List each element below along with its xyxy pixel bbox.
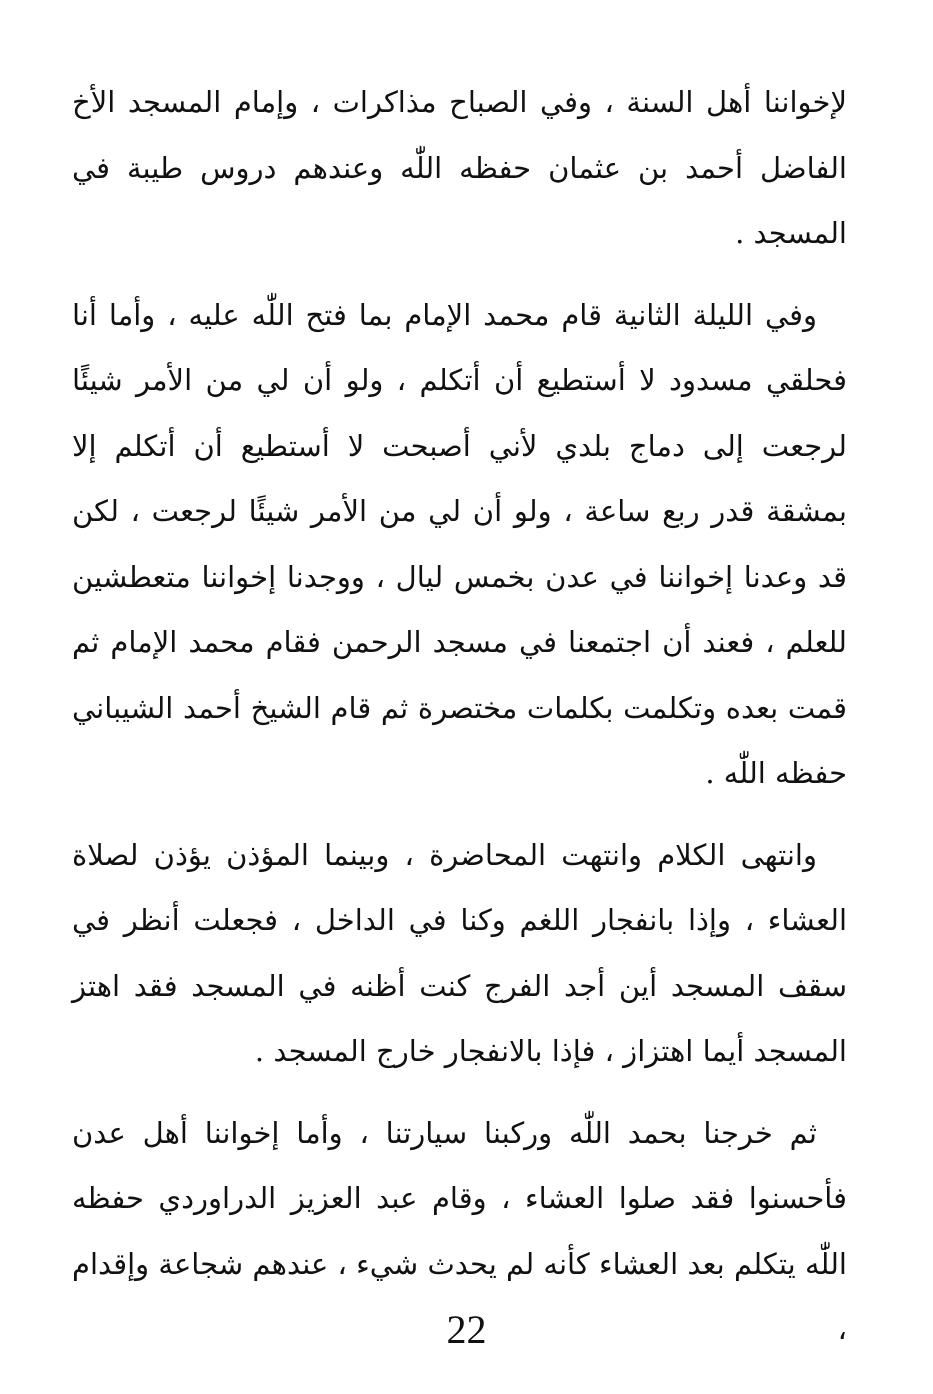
paragraph-2-text: وفي الليلة الثانية قام محمد الإمام بما فتح اللّٰه عليه ، وأما أنا فحلقي مسدود لا أستطيع أن أتكلم ، ولو أن لي من الأمر شيئًا لرجعت إلى دماج بلدي لأني أصبحت لا أستطيع أن أتكلم إلا بمشقة قدر ربع ساعة ، ولو أن لي من الأمر شيئًا لرجعت ، لكن قد وعدنا إخواننا في عدن بخمس ليال ، ووجدنا إخواننا متعطشين للعلم ، فعند أن اجتمعنا في مسجد الرحمن فقام محمد الإمام ثم قمت بعده وتكلمت بكلمات مختصرة ثم قام الشيخ أحمد الشيباني حفظه اللّٰه . bbox=[72, 297, 847, 790]
paragraph-2 bbox=[72, 283, 847, 807]
paragraph-1-text: لإخواننا أهل السنة ، وفي الصباح مذاكرات ، وإمام المسجد الأخ الفاضل أحمد بن عثمان حفظه اللّٰه وعندهم دروس طيبة في المسجد . bbox=[72, 85, 847, 250]
paragraph-4-text: ثم خرجنا بحمد اللّٰه وركبنا سيارتنا ، وأما إخواننا أهل عدن فأحسنوا فقد صلوا العشاء ، وقام عبد العزيز الدراوردي حفظه اللّٰه يتكلم بعد العشاء كأنه لم يحدث شيء ، عندهم شجاعة وإقدام ، bbox=[72, 1115, 847, 1346]
paragraph-3 bbox=[72, 823, 847, 1085]
page-number: 22 bbox=[446, 1307, 487, 1352]
paragraph-3-text: وانتهى الكلام وانتهت المحاضرة ، وبينما المؤذن يؤذن لصلاة العشاء ، وإذا بانفجار اللغم وكنا في الداخل ، فجعلت أنظر في سقف المسجد أين أجد الفرج كنت أظنه في المسجد فقد اهتز المسجد أيما اهتزاز ، فإذا بالانفجار خارج المسجد . bbox=[72, 837, 847, 1068]
paragraph-1 bbox=[72, 70, 847, 267]
page-body-text bbox=[72, 70, 847, 1379]
